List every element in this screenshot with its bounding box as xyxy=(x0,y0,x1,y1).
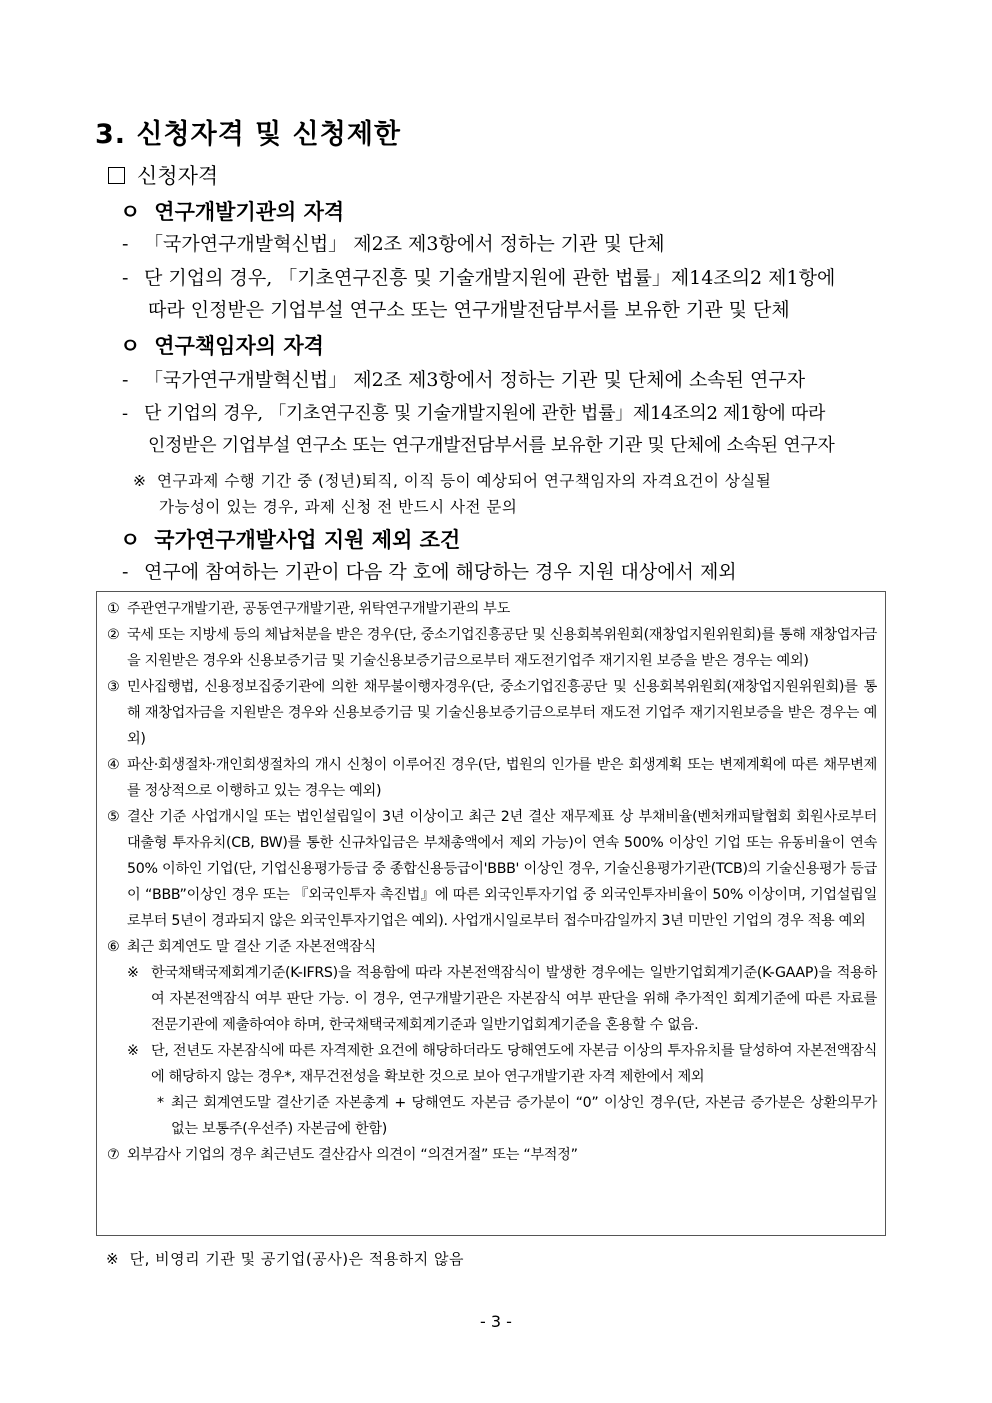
exclusion-box xyxy=(96,591,886,1236)
checkbox-square-icon xyxy=(108,167,125,184)
sub-note: ※ 단, 전년도 자본잠식에 따른 자격제한 요건에 해당하더라도 당해연도에 자본금 이상의 투자유치를 달성하여 자본전액잠식에 해당하지 않는 경우*, 재무건전성을 확보한 것으로 보아 연구개발기관 자격 제한에서 제외 xyxy=(107,1038,877,1090)
subsection-heading xyxy=(108,160,218,190)
bullet-title: 연구책임자의 자격 xyxy=(154,333,324,358)
list-item: ① 주관연구개발기관, 공동연구개발기관, 위탁연구개발기관의 부도 xyxy=(107,601,510,617)
reference-mark-icon: ※ xyxy=(127,1043,139,1059)
dash-item: - 단 기업의 경우, 「기초연구진흥 및 기술개발지원에 관한 법률」제14조의2 제1항에 따라 인정받은 기업부설 연구소 또는 연구개발전담부서를 보유한 기관 및 단체에 소속된 연구자 xyxy=(122,403,835,456)
sub-note: ※ 한국채택국제회계기준(K-IFRS)을 적용함에 따라 자본전액잠식이 발생한 경우에는 일반기업회계기준(K-GAAP)을 적용하여 자본전액잠식 여부 판단 가능. 이 경우, 연구개발기관은 자본잠식 여부 판단을 위해 추가적인 회계기준에 따른 자료를 전문기관에 제출하여야 하며, 한국채택국제회계기준과 일반기업회계기준을 혼용할 수 없음. xyxy=(107,960,877,1038)
bullet-org-qualification xyxy=(120,196,344,226)
reference-mark-icon: ※ xyxy=(133,472,147,490)
section-title: 3. 신청자격 및 신청제한 xyxy=(95,119,401,150)
circle-bullet-icon: ㅇ xyxy=(120,334,141,358)
bullet-pi-qualification xyxy=(120,330,324,360)
circle-bullet-icon: ㅇ xyxy=(120,528,141,552)
list-item: ⑦ 외부감사 기업의 경우 최근년도 결산감사 의견이 “의견거절” 또는 “부적정” xyxy=(107,1147,578,1163)
list-item: ⑥ 최근 회계연도 말 결산 기준 자본전액잠식 xyxy=(107,939,376,955)
dash-item: - 「국가연구개발혁신법」 제2조 제3항에서 정하는 기관 및 단체 xyxy=(122,233,665,255)
list-item: ⑤ 결산 기준 사업개시일 또는 법인설립일이 3년 이상이고 최근 2년 결산 재무제표 상 부채비율(벤처캐피탈협회 회원사로부터 대출형 투자유치(CB, BW)를 통한 신규차입금은 부채총액에서 제외 가능)이 연속 500% 이상인 기업 또는 유동비율이 연속 50% 이하인 기업(단, 기업신용평가등급 중 종합신용등급이'BBB' 이상인 경우, 기술신용평가기관(TCB)의 기술신용평가 등급이 “BBB”이상인 경우 또는 『외국인투자 촉진법』에 따른 외국인투자기업 중 외국인투자비율이 50% 이상이며, 기업설립일로부터 5년이 경과되지 않은 외국인투자기업은 예외). 사업개시일로부터 접수마감일까지 3년 미만인 기업의 경우 적용 예외 xyxy=(107,809,877,929)
reference-mark-icon: ※ xyxy=(127,965,139,981)
bullet-exclusion-conditions xyxy=(120,524,460,554)
note-item: ※ 연구과제 수행 기간 중 (정년)퇴직, 이직 등이 예상되어 연구책임자의 자격요건이 상실될 가능성이 있는 경우, 과제 신청 전 반드시 사전 문의 xyxy=(133,468,903,520)
asterisk-icon: * xyxy=(157,1095,164,1111)
footnote: ※ 단, 비영리 기관 및 공기업(공사)은 적용하지 않음 xyxy=(106,1250,465,1268)
dash-item: - 「국가연구개발혁신법」 제2조 제3항에서 정하는 기관 및 단체에 소속된 연구자 xyxy=(122,369,806,391)
sub-sub-note: * 최근 회계연도말 결산기준 자본총계 + 당해연도 자본금 증가분이 “0” 이상인 경우(단, 자본금 증가분은 상환의무가 없는 보통주(우선주) 자본금에 한함) xyxy=(107,1090,877,1142)
bullet-title: 국가연구개발사업 지원 제외 조건 xyxy=(154,527,461,552)
dash-item: - 연구에 참여하는 기관이 다음 각 호에 해당하는 경우 지원 대상에서 제외 xyxy=(122,561,737,583)
page-number: - 3 - xyxy=(480,1312,512,1331)
dash-item: - 단 기업의 경우, 「기초연구진흥 및 기술개발지원에 관한 법률」제14조의2 제1항에 따라 인정받은 기업부설 연구소 또는 연구개발전담부서를 보유한 기관 및 단체 xyxy=(122,267,836,321)
reference-mark-icon: ※ xyxy=(106,1250,120,1268)
list-item: ④ 파산·회생절차·개인회생절차의 개시 신청이 이루어진 경우(단, 법원의 인가를 받은 회생계획 또는 변제계획에 따른 채무변제를 정상적으로 이행하고 있는 경우는 예외) xyxy=(107,757,877,799)
list-item: ③ 민사집행법, 신용정보집중기관에 의한 채무불이행자경우(단, 중소기업진흥공단 및 신용회복위원회(재창업지원위원회)를 통해 재창업자금을 지원받은 경우와 신용보증기금 및 기술신용보증기금으로부터 재도전 기업주 재기지원보증을 받은 경우는 예외) xyxy=(107,679,877,747)
circle-bullet-icon: ㅇ xyxy=(120,200,141,224)
subsection-label: 신청자격 xyxy=(137,164,219,188)
bullet-title: 연구개발기관의 자격 xyxy=(154,199,345,224)
list-item: ② 국세 또는 지방세 등의 체납처분을 받은 경우(단, 중소기업진흥공단 및 신용회복위원회(재창업지원위원회)를 통해 재창업자금을 지원받은 경우와 신용보증기금 및 기술신용보증기금으로부터 재도전기업주 재기지원 보증을 받은 경우는 예외) xyxy=(107,627,877,669)
